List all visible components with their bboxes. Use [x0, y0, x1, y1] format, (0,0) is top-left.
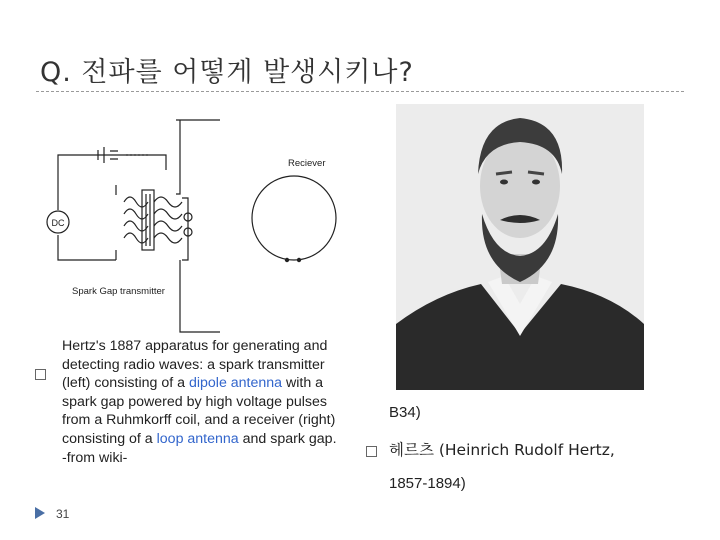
caption-line: -from wiki-: [62, 449, 128, 466]
hertz-apparatus-diagram: [36, 110, 356, 335]
title-divider: [36, 91, 684, 92]
page-arrow-icon: [34, 506, 46, 520]
caption-bullet-icon: [35, 369, 46, 380]
slide-title: Q. 전파를 어떻게 발생시키나?: [40, 57, 414, 88]
hertz-name: 헤르츠 (Heinrich Rudolf Hertz,: [389, 441, 615, 459]
caption-line: (left) consisting of a dipole antenna with a: [62, 375, 324, 392]
transmitter-label: Spark Gap transmitter: [72, 286, 165, 297]
caption-line: Hertz's 1887 apparatus for generating and: [62, 338, 328, 354]
caption-line: spark gap powered by high voltage pulses: [62, 393, 328, 410]
caption-line: detecting radio waves: a spark transmitter: [62, 356, 325, 373]
dc-source-label: DC: [51, 218, 65, 228]
caption-line: from a Ruhmkorff coil, and a receiver (right): [62, 412, 336, 429]
hertz-dates: 1857-1894): [389, 475, 466, 492]
caption-text: [62, 337, 362, 467]
caption-line: consisting of a loop antenna and spark gap.: [62, 430, 337, 447]
dipole-antenna-link[interactable]: dipole antenna: [188, 375, 283, 392]
receiver-label: Reciever: [288, 158, 326, 169]
reference-code: B34): [389, 404, 421, 421]
loop-antenna-link[interactable]: loop antenna: [156, 430, 239, 447]
name-bullet-icon: [366, 446, 377, 457]
page-number: 31: [56, 507, 70, 521]
hertz-portrait: [396, 104, 644, 390]
